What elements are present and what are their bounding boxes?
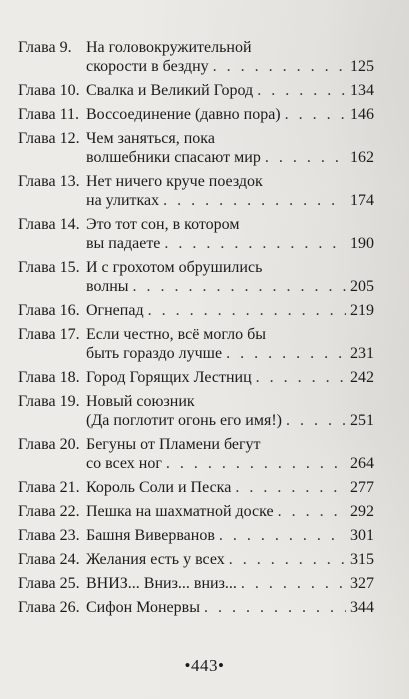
chapter-page-number: 292 xyxy=(350,503,374,520)
toc-entry xyxy=(18,258,374,296)
toc-entry xyxy=(18,215,374,253)
chapter-page-number: 344 xyxy=(350,599,374,616)
dot-leader xyxy=(278,502,346,521)
chapter-title-last-line xyxy=(86,502,374,521)
chapter-title-last-line xyxy=(86,598,374,617)
chapter-title xyxy=(86,526,374,545)
toc-entry xyxy=(18,38,374,76)
dot-leader xyxy=(163,191,346,210)
chapter-title xyxy=(86,105,374,124)
toc-entry xyxy=(18,81,374,100)
chapter-label: Глава 20. xyxy=(18,436,80,453)
chapter-page-number: 162 xyxy=(350,149,374,166)
chapter-title-text: Город Горящих Лестниц xyxy=(86,369,252,386)
chapter-title xyxy=(86,598,374,617)
dot-leader xyxy=(133,277,346,296)
dot-leader xyxy=(241,574,346,593)
chapter-title xyxy=(86,301,374,320)
dot-leader xyxy=(213,57,346,76)
chapter-title xyxy=(86,325,374,363)
dot-leader xyxy=(226,344,346,363)
chapter-title-text: вы падаете xyxy=(86,235,161,252)
toc-entry xyxy=(18,105,374,124)
chapter-title-last-line xyxy=(86,277,374,296)
chapter-page-number: 134 xyxy=(350,82,374,99)
chapter-title xyxy=(86,435,374,473)
chapter-title-text: на улитках xyxy=(86,192,160,209)
chapter-page-number: 315 xyxy=(350,551,374,568)
toc-entry xyxy=(18,574,374,593)
chapter-page-number: 174 xyxy=(350,192,374,209)
chapter-title-text: (Да поглотит огонь его имя!) xyxy=(86,412,282,429)
chapter-page-number: 327 xyxy=(350,575,374,592)
dot-leader xyxy=(235,478,346,497)
chapter-title-line: На головокружительной xyxy=(86,39,252,56)
chapter-title-text: Огнепад xyxy=(86,302,144,319)
chapter-title-last-line xyxy=(86,57,374,76)
toc-entry xyxy=(18,392,374,430)
toc-entry xyxy=(18,478,374,497)
chapter-title-last-line xyxy=(86,344,374,363)
chapter-title xyxy=(86,550,374,569)
chapter-title-text: волны xyxy=(86,278,129,295)
chapter-title-text: Башня Виверванов xyxy=(86,527,215,544)
chapter-title-last-line xyxy=(86,81,374,100)
chapter-title xyxy=(86,129,374,167)
dot-leader xyxy=(148,301,346,320)
chapter-label: Глава 14. xyxy=(18,216,80,233)
toc-entry xyxy=(18,526,374,545)
table-of-contents xyxy=(18,38,374,622)
dot-leader xyxy=(166,454,346,473)
chapter-title-last-line xyxy=(86,368,374,387)
chapter-title xyxy=(86,502,374,521)
chapter-page-number: 231 xyxy=(350,345,374,362)
dot-leader xyxy=(229,550,346,569)
chapter-title-text: Король Соли и Песка xyxy=(86,479,232,496)
toc-entry xyxy=(18,598,374,617)
toc-entry xyxy=(18,550,374,569)
dot-leader xyxy=(265,148,346,167)
chapter-title-line: Это тот сон, в котором xyxy=(86,216,240,233)
chapter-title-last-line xyxy=(86,234,374,253)
chapter-page-number: 219 xyxy=(350,302,374,319)
chapter-title-last-line xyxy=(86,454,374,473)
chapter-title-last-line xyxy=(86,105,374,124)
chapter-page-number: 242 xyxy=(350,369,374,386)
chapter-title-last-line xyxy=(86,550,374,569)
chapter-title-last-line xyxy=(86,301,374,320)
chapter-title xyxy=(86,81,374,100)
chapter-label: Глава 15. xyxy=(18,259,80,276)
chapter-title-text: скорости в бездну xyxy=(86,58,209,75)
chapter-page-number: 125 xyxy=(350,58,374,75)
dot-leader xyxy=(257,81,346,100)
toc-entry xyxy=(18,301,374,320)
chapter-label: Глава 12. xyxy=(18,130,80,147)
chapter-label: Глава 25. xyxy=(18,575,80,592)
dot-leader xyxy=(256,368,346,387)
toc-entry xyxy=(18,129,374,167)
chapter-page-number: 277 xyxy=(350,479,374,496)
chapter-title xyxy=(86,392,374,430)
chapter-title-text: волшебники спасают мир xyxy=(86,149,261,166)
chapter-label: Глава 16. xyxy=(18,302,80,319)
chapter-label: Глава 26. xyxy=(18,599,80,616)
dot-leader xyxy=(286,411,346,430)
chapter-label: Глава 23. xyxy=(18,527,80,544)
toc-entry xyxy=(18,325,374,363)
chapter-label: Глава 24. xyxy=(18,551,80,568)
page-number-folio: •443• xyxy=(184,656,225,675)
chapter-label: Глава 13. xyxy=(18,173,80,190)
chapter-title-last-line xyxy=(86,478,374,497)
chapter-title-last-line xyxy=(86,526,374,545)
chapter-title-last-line xyxy=(86,574,374,593)
chapter-title xyxy=(86,574,374,593)
chapter-title-line: Нет ничего круче поездок xyxy=(86,173,263,190)
chapter-title-text: быть гораздо лучше xyxy=(86,345,223,362)
chapter-label: Глава 9. xyxy=(18,39,72,56)
dot-leader xyxy=(204,598,346,617)
chapter-title-text: Желания есть у всех xyxy=(86,551,225,568)
chapter-title-line: Если честно, всё могло бы xyxy=(86,326,267,343)
toc-entry xyxy=(18,502,374,521)
chapter-title xyxy=(86,172,374,210)
chapter-title-text: Свалка и Великий Город xyxy=(86,82,254,99)
chapter-page-number: 190 xyxy=(350,235,374,252)
chapter-label: Глава 17. xyxy=(18,326,80,343)
chapter-page-number: 251 xyxy=(350,412,374,429)
chapter-label: Глава 18. xyxy=(18,369,80,386)
chapter-title-last-line xyxy=(86,411,374,430)
chapter-label: Глава 10. xyxy=(18,82,80,99)
chapter-page-number: 301 xyxy=(350,527,374,544)
chapter-title-line: Чем заняться, пока xyxy=(86,130,215,147)
chapter-title-text: со всех ног xyxy=(86,455,162,472)
toc-entry xyxy=(18,172,374,210)
toc-entry xyxy=(18,368,374,387)
chapter-title-line: Бегуны от Пламени бегут xyxy=(86,436,261,453)
dot-leader xyxy=(164,234,346,253)
chapter-title-text: Воссоединение (давно пора) xyxy=(86,106,281,123)
chapter-label: Глава 21. xyxy=(18,479,80,496)
chapter-title-text: Сифон Монервы xyxy=(86,599,200,616)
chapter-page-number: 205 xyxy=(350,278,374,295)
dot-leader xyxy=(285,105,346,124)
chapter-title-last-line xyxy=(86,191,374,210)
chapter-label: Глава 22. xyxy=(18,503,80,520)
chapter-title xyxy=(86,258,374,296)
chapter-page-number: 264 xyxy=(350,455,374,472)
chapter-page-number: 146 xyxy=(350,106,374,123)
chapter-title-last-line xyxy=(86,148,374,167)
toc-entry xyxy=(18,435,374,473)
chapter-title xyxy=(86,38,374,76)
chapter-title xyxy=(86,215,374,253)
chapter-label: Глава 19. xyxy=(18,393,80,410)
chapter-title xyxy=(86,368,374,387)
chapter-label: Глава 11. xyxy=(18,106,79,123)
chapter-title-text: Пешка на шахматной доске xyxy=(86,503,274,520)
chapter-title-text: ВНИЗ... Вниз... вниз... xyxy=(86,575,237,592)
chapter-title xyxy=(86,478,374,497)
dot-leader xyxy=(219,526,346,545)
chapter-title-line: Новый союзник xyxy=(86,393,195,410)
chapter-title-line: И с грохотом обрушились xyxy=(86,259,263,276)
